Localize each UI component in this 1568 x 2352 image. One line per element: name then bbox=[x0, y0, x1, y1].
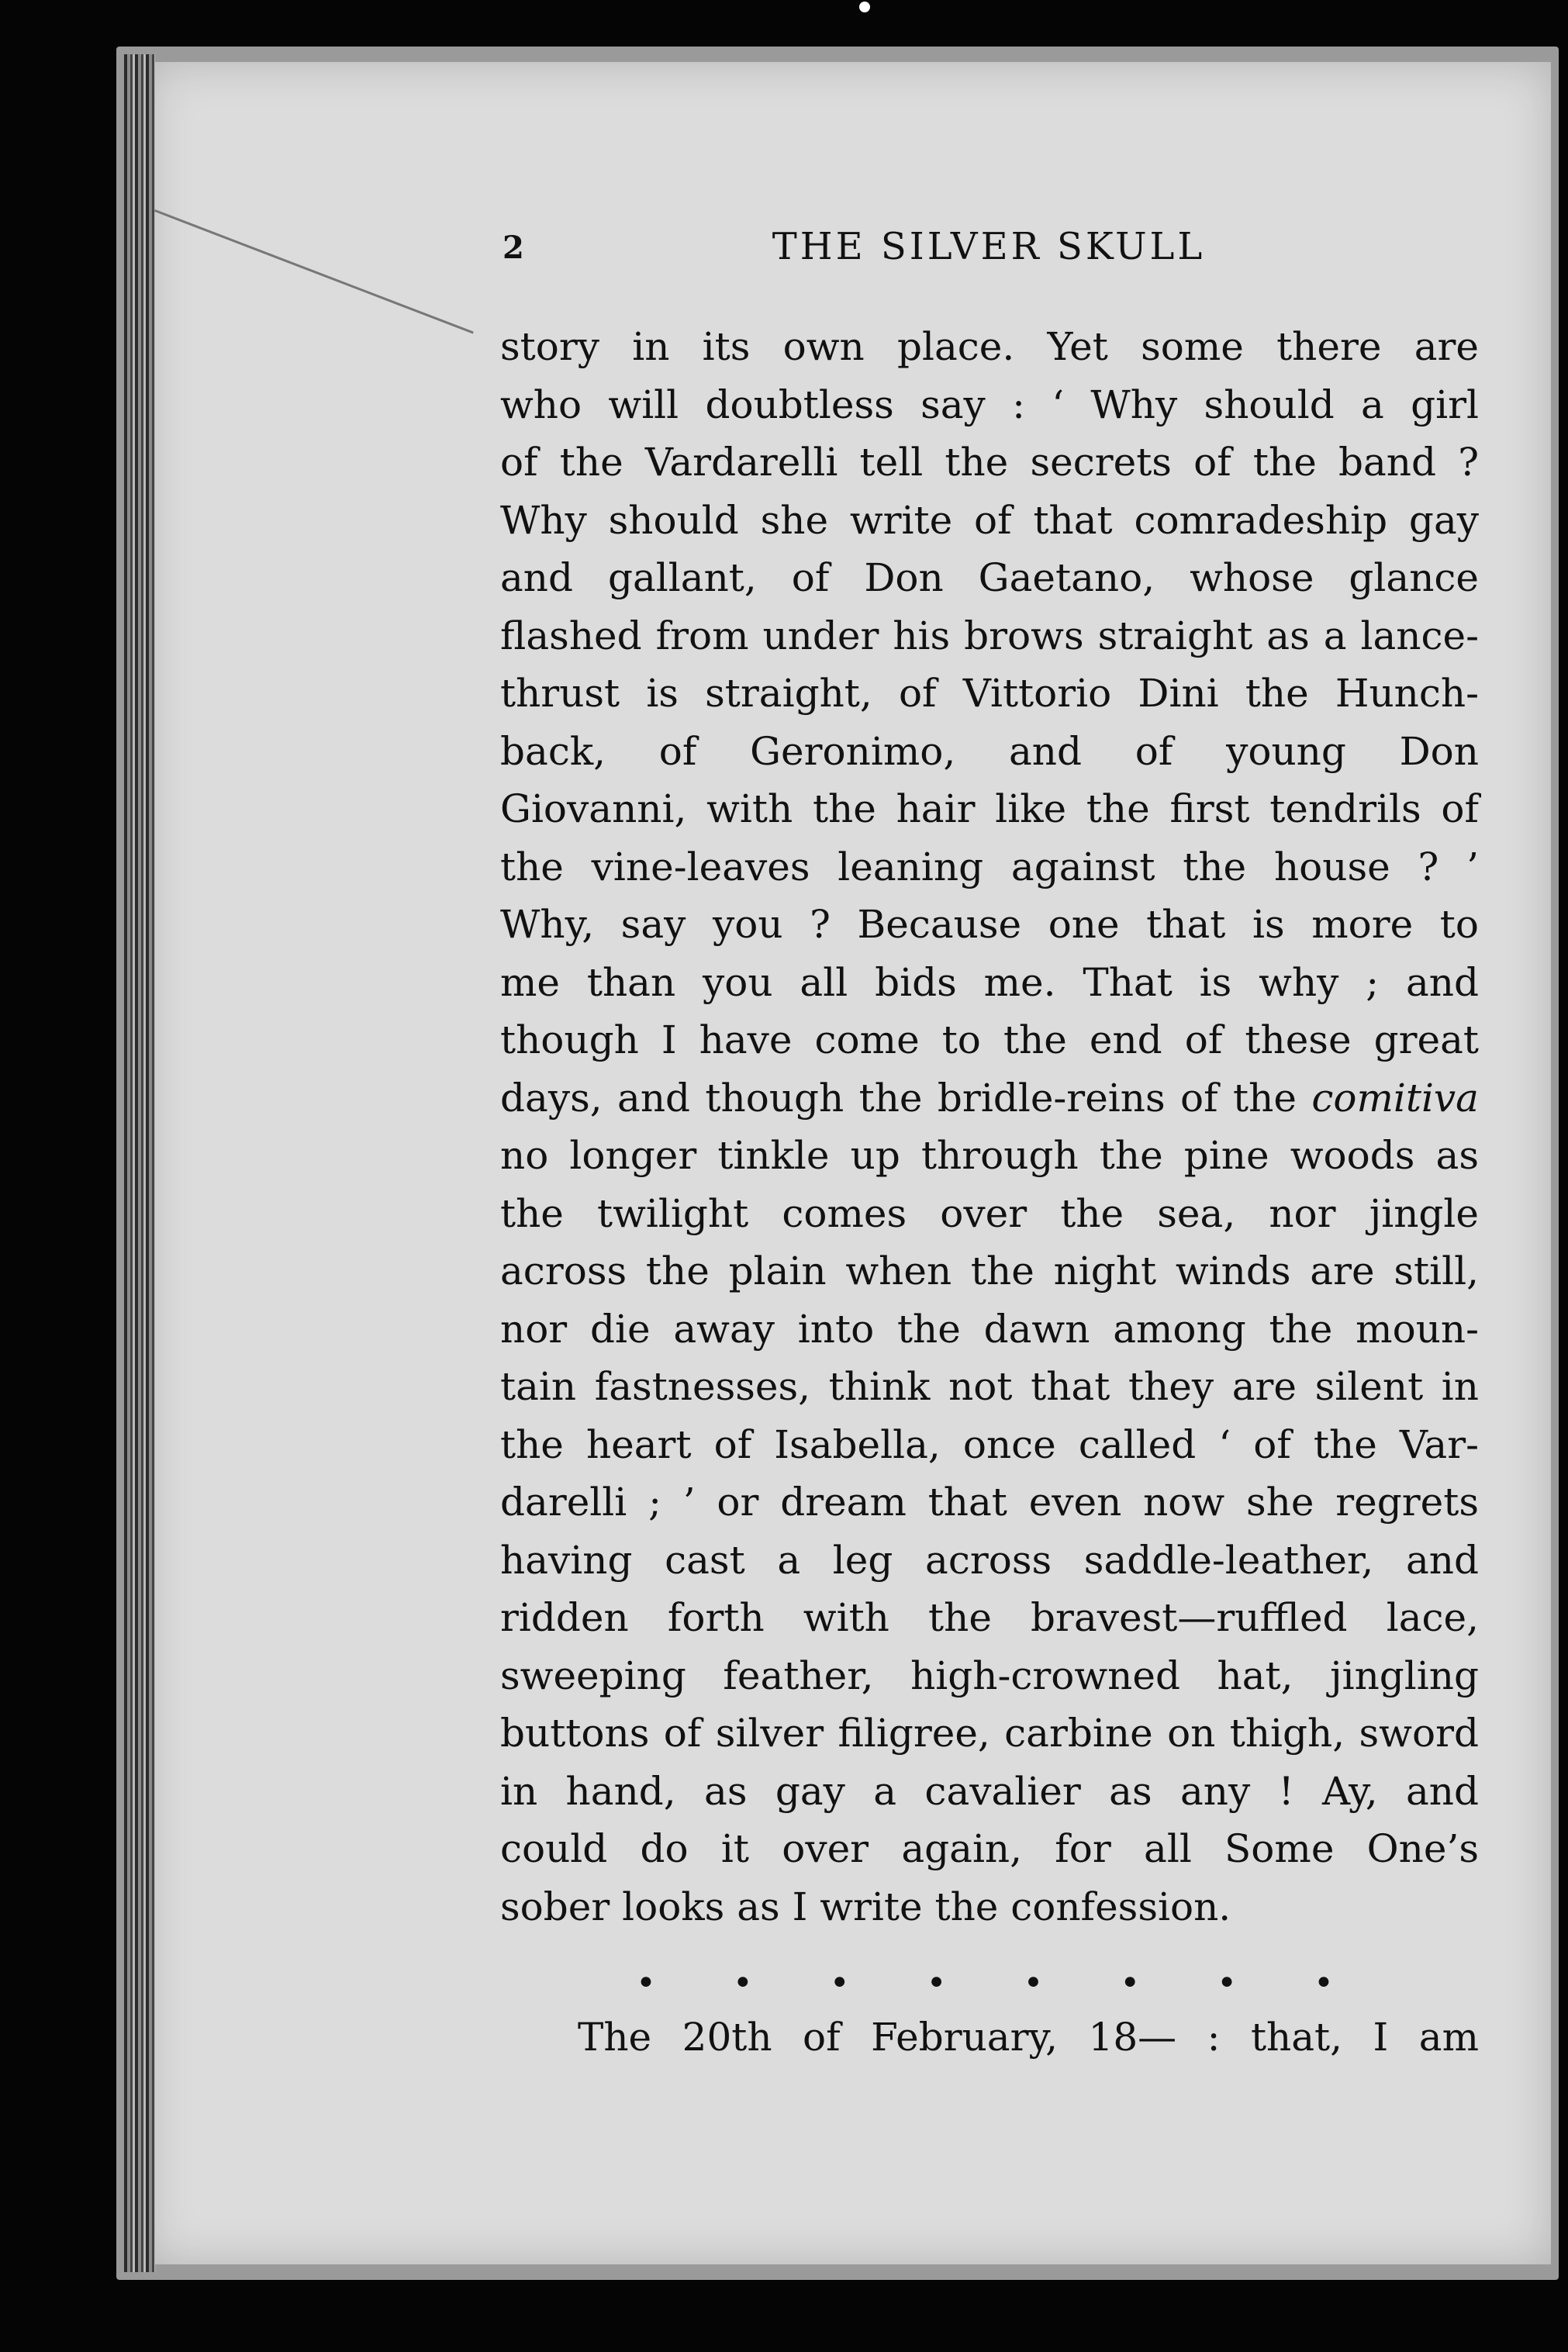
text-line: having cast a leg across saddle-leather, and bbox=[500, 1537, 1479, 1583]
text-line: who will doubtless say : ‘ Why should a girl bbox=[500, 382, 1479, 427]
text-line: the vine-leaves leaning against the house ? ’ bbox=[500, 844, 1479, 889]
text-line: darelli ; ’ or dream that even now she regrets bbox=[500, 1480, 1479, 1525]
top-speck bbox=[859, 2, 870, 12]
text-line: no longer tinkle up through the pine woods as bbox=[500, 1133, 1479, 1178]
text-line: across the plain when the night winds are still, bbox=[500, 1249, 1479, 1293]
text-line: back, of Geronimo, and of young Don bbox=[500, 728, 1479, 774]
text-line: nor die away into the dawn among the moun- bbox=[500, 1306, 1479, 1352]
text-line: thrust is straight, of Vittorio Dini the Hunch- bbox=[500, 671, 1479, 716]
section-dot: • bbox=[636, 1963, 656, 2003]
body-text bbox=[500, 318, 1479, 1936]
text-line: sweeping feather, high-crowned hat, jingling bbox=[500, 1653, 1479, 1698]
text-line: ridden forth with the bravest—ruffled lace, bbox=[500, 1595, 1479, 1640]
section-dot: • bbox=[926, 1963, 947, 2003]
text-line: the heart of Isabella, once called ‘ of the Var- bbox=[500, 1421, 1479, 1467]
text-line: Giovanni, with the hair like the first tendrils of bbox=[500, 786, 1479, 831]
text-line: me than you all bids me. That is why ; and bbox=[500, 959, 1479, 1005]
text-line: story in its own place. Yet some there are bbox=[500, 324, 1479, 369]
section-dot: • bbox=[1023, 1963, 1044, 2003]
page-header bbox=[496, 225, 1481, 279]
text-line: tain fastnesses, think not that they are silent in bbox=[500, 1364, 1479, 1409]
section-dot: • bbox=[1314, 1963, 1334, 2003]
book-spine-edge bbox=[124, 54, 155, 2272]
text-line: Why, say you ? Because one that is more to bbox=[500, 902, 1479, 947]
section-dot: • bbox=[1120, 1963, 1141, 2003]
text-line: sober looks as I write the confession. bbox=[500, 1884, 1231, 1929]
section-dot: • bbox=[829, 1963, 850, 2003]
text-line: and gallant, of Don Gaetano, whose glance bbox=[500, 555, 1479, 600]
final-text-line: The 20th of February, 18— : that, I am bbox=[578, 2015, 1479, 2060]
text-line: flashed from under his brows straight as a lance- bbox=[500, 613, 1479, 658]
text-line: Why should she write of that comradeship gay bbox=[500, 497, 1479, 543]
text-line: though I have come to the end of these great bbox=[500, 1017, 1479, 1062]
running-title: THE SILVER SKULL bbox=[772, 225, 1206, 268]
text-line: buttons of silver filigree, carbine on thigh, sword bbox=[500, 1711, 1479, 1756]
section-dot: • bbox=[732, 1963, 753, 2003]
section-break bbox=[636, 1963, 1334, 2003]
page-number: 2 bbox=[503, 230, 524, 266]
text-line: of the Vardarelli tell the secrets of the band ? bbox=[500, 440, 1479, 485]
text-line: in hand, as gay a cavalier as any ! Ay, and bbox=[500, 1768, 1479, 1814]
text-line: could do it over again, for all Some One’s bbox=[500, 1826, 1479, 1871]
text-line: the twilight comes over the sea, nor jingle bbox=[500, 1190, 1479, 1236]
section-dot: • bbox=[1217, 1963, 1238, 2003]
text-line: days, and though the bridle-reins of the comitiva bbox=[500, 1075, 1479, 1121]
